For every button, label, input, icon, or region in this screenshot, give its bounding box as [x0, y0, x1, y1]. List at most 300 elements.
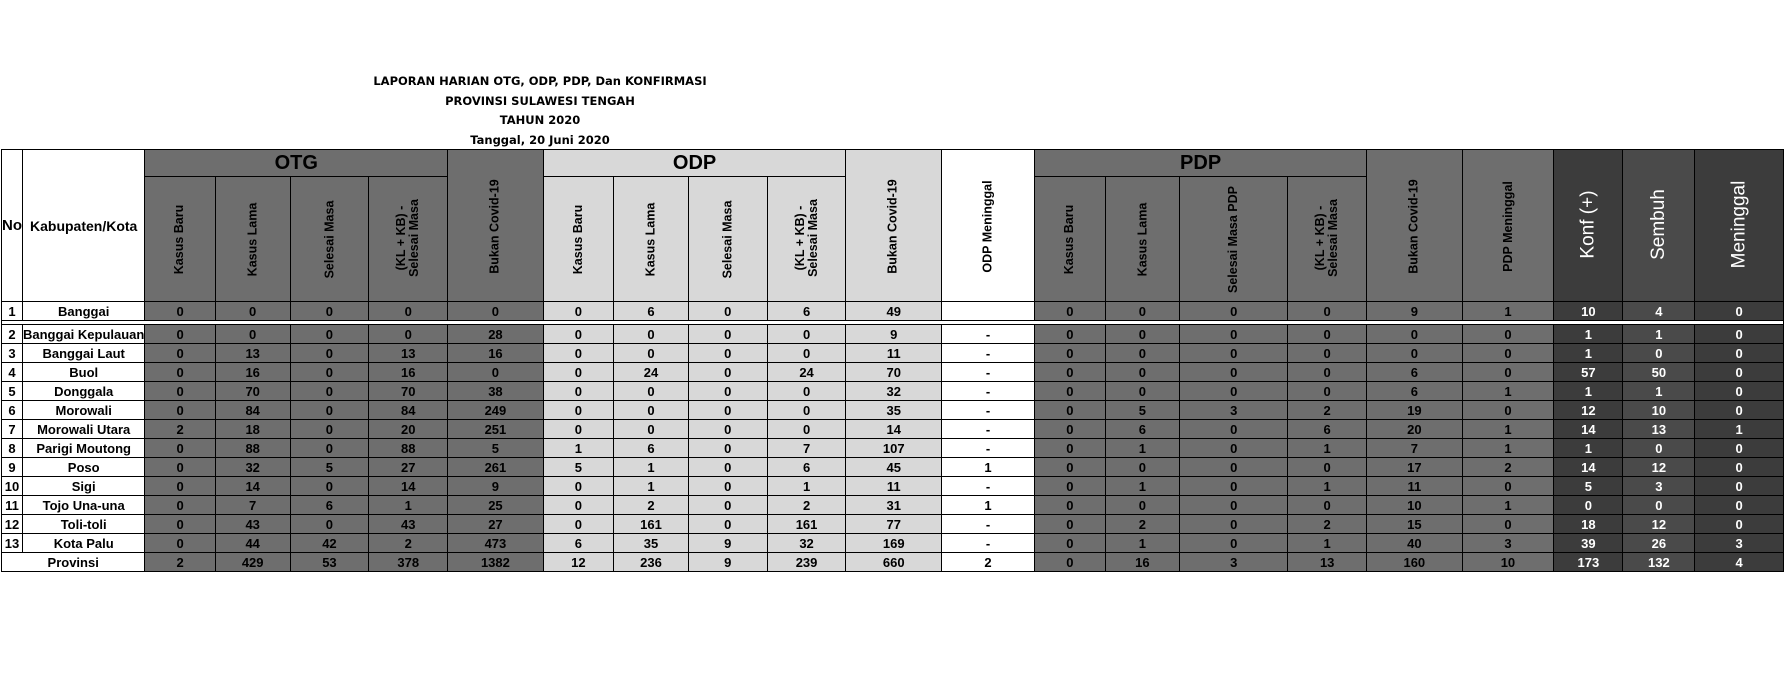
cell-pdp-bukan-covid: 15: [1367, 515, 1462, 534]
cell-odp-bukan-covid: 107: [846, 439, 941, 458]
row-kabupaten: Banggai Laut: [23, 344, 145, 363]
cell-pdp-bukan-covid: 11: [1367, 477, 1462, 496]
cell-pdp-bukan-covid: 0: [1367, 325, 1462, 344]
row-kabupaten: Morowali: [23, 401, 145, 420]
report-title: LAPORAN HARIAN OTG, ODP, PDP, Dan KONFIRMASI: [373, 74, 707, 88]
cell-odp-meninggal: -: [941, 344, 1034, 363]
report-year: TAHUN 2020: [499, 113, 581, 127]
cell-otg-kasus-lama: 0: [215, 325, 290, 344]
cell-pdp-meninggal: 1: [1462, 420, 1554, 439]
table-row: [2, 439, 1784, 458]
cell-odp-selesai-masa: 0: [688, 325, 767, 344]
cell-odp-klkb: 1: [767, 477, 846, 496]
cell-odp-selesai-masa: 0: [688, 515, 767, 534]
cell-meninggal: 0: [1695, 302, 1784, 321]
cell-odp-selesai-masa: 0: [688, 439, 767, 458]
cell-odp-kasus-lama: 35: [614, 534, 689, 553]
header-pdp-meninggal: PDP Meninggal: [1462, 150, 1554, 302]
cell-otg-klkb: 70: [369, 382, 448, 401]
cell-odp-bukan-covid: 31: [846, 496, 941, 515]
cell-otg-selesai-masa: 0: [290, 325, 369, 344]
cell-otg-kasus-baru: 0: [145, 515, 215, 534]
cell-odp-kasus-baru: 0: [543, 401, 613, 420]
cell-sembuh: 3: [1623, 477, 1695, 496]
row-number: 12: [2, 515, 23, 534]
cell-otg-bukan-covid: 0: [448, 363, 543, 382]
cell-odp-kasus-lama: 24: [614, 363, 689, 382]
row-kabupaten: Kota Palu: [23, 534, 145, 553]
cell-odp-klkb: 0: [767, 344, 846, 363]
cell-otg-kasus-baru: 0: [145, 439, 215, 458]
cell-otg-bukan-covid: 28: [448, 325, 543, 344]
cell-odp-kasus-baru: 6: [543, 534, 613, 553]
cell-otg-selesai-masa: 5: [290, 458, 369, 477]
cell-meninggal: 0: [1695, 363, 1784, 382]
cell-odp-klkb: 0: [767, 401, 846, 420]
cell-otg-kasus-lama: 32: [215, 458, 290, 477]
cell-otg-bukan-covid: 5: [448, 439, 543, 458]
cell-odp-klkb: 2: [767, 496, 846, 515]
row-number: 11: [2, 496, 23, 515]
cell-pdp-kasus-baru: 0: [1035, 515, 1105, 534]
cell-odp-kasus-lama: 161: [614, 515, 689, 534]
cell-otg-klkb: 1: [369, 496, 448, 515]
cell-konf: 12: [1554, 401, 1623, 420]
cell-otg-kasus-lama: 13: [215, 344, 290, 363]
header-odp-kasus-lama: Kasus Lama: [614, 177, 689, 302]
cell-pdp-bukan-covid: 20: [1367, 420, 1462, 439]
cell-konf: 57: [1554, 363, 1623, 382]
row-number: 3: [2, 344, 23, 363]
cell-otg-selesai-masa: 0: [290, 420, 369, 439]
cell-odp-selesai-masa: 0: [688, 458, 767, 477]
cell-odp-klkb: 6: [767, 458, 846, 477]
cell-odp-meninggal: -: [941, 401, 1034, 420]
cell-pdp-selesai-masa: 0: [1180, 496, 1288, 515]
total-odp-selesai-masa: 9: [688, 553, 767, 572]
cell-meninggal: 0: [1695, 458, 1784, 477]
row-number: 7: [2, 420, 23, 439]
cell-odp-klkb: 0: [767, 382, 846, 401]
header-odp-klkb: (KL + KB) - Selesai Masa: [767, 177, 846, 302]
header-sembuh: Sembuh: [1623, 150, 1695, 302]
header-odp-meninggal: ODP Meninggal: [941, 150, 1034, 302]
cell-odp-bukan-covid: 169: [846, 534, 941, 553]
cell-pdp-klkb: 6: [1288, 420, 1367, 439]
cell-pdp-kasus-lama: 0: [1105, 382, 1180, 401]
table-row: [2, 363, 1784, 382]
cell-pdp-kasus-lama: 5: [1105, 401, 1180, 420]
cell-konf: 0: [1554, 496, 1623, 515]
total-pdp-bukan-covid: 160: [1367, 553, 1462, 572]
total-odp-kasus-baru: 12: [543, 553, 613, 572]
cell-otg-klkb: 43: [369, 515, 448, 534]
cell-odp-selesai-masa: 9: [688, 534, 767, 553]
cell-odp-meninggal: -: [941, 477, 1034, 496]
cell-odp-meninggal: -: [941, 439, 1034, 458]
header-odp-bukan-covid: Bukan Covid-19: [846, 150, 941, 302]
cell-otg-bukan-covid: 261: [448, 458, 543, 477]
total-odp-bukan-covid: 660: [846, 553, 941, 572]
cell-pdp-selesai-masa: 0: [1180, 458, 1288, 477]
cell-sembuh: 10: [1623, 401, 1695, 420]
row-kabupaten: Tojo Una-una: [23, 496, 145, 515]
cell-konf: 18: [1554, 515, 1623, 534]
total-pdp-klkb: 13: [1288, 553, 1367, 572]
cell-pdp-selesai-masa: 0: [1180, 302, 1288, 321]
table-row: [2, 458, 1784, 477]
cell-pdp-meninggal: 3: [1462, 534, 1554, 553]
cell-sembuh: 13: [1623, 420, 1695, 439]
cell-pdp-meninggal: 0: [1462, 515, 1554, 534]
cell-otg-kasus-baru: 0: [145, 302, 215, 321]
cell-otg-selesai-masa: 0: [290, 302, 369, 321]
cell-odp-bukan-covid: 9: [846, 325, 941, 344]
cell-sembuh: 1: [1623, 325, 1695, 344]
cell-pdp-kasus-baru: 0: [1035, 458, 1105, 477]
cell-odp-kasus-baru: 0: [543, 344, 613, 363]
cell-otg-selesai-masa: 0: [290, 515, 369, 534]
total-pdp-kasus-lama: 16: [1105, 553, 1180, 572]
cell-odp-selesai-masa: 0: [688, 420, 767, 439]
cell-pdp-meninggal: 1: [1462, 382, 1554, 401]
row-kabupaten: Banggai: [23, 302, 145, 321]
cell-otg-bukan-covid: 27: [448, 515, 543, 534]
cell-otg-bukan-covid: 38: [448, 382, 543, 401]
cell-otg-bukan-covid: 25: [448, 496, 543, 515]
cell-pdp-kasus-lama: 1: [1105, 439, 1180, 458]
cell-otg-klkb: 20: [369, 420, 448, 439]
header-pdp-selesai-masa: Selesai Masa PDP: [1180, 177, 1288, 302]
cell-pdp-kasus-lama: 1: [1105, 534, 1180, 553]
cell-konf: 1: [1554, 439, 1623, 458]
row-kabupaten: Poso: [23, 458, 145, 477]
cell-odp-selesai-masa: 0: [688, 302, 767, 321]
cell-sembuh: 0: [1623, 344, 1695, 363]
cell-pdp-bukan-covid: 9: [1367, 302, 1462, 321]
cell-odp-meninggal: -: [941, 515, 1034, 534]
cell-sembuh: 0: [1623, 439, 1695, 458]
cell-pdp-kasus-baru: 0: [1035, 477, 1105, 496]
cell-odp-meninggal: -: [941, 325, 1034, 344]
header-pdp-klkb: (KL + KB) - Selesai Masa: [1288, 177, 1367, 302]
header-otg-kasus-lama: Kasus Lama: [215, 177, 290, 302]
cell-odp-kasus-baru: 0: [543, 382, 613, 401]
table-row: [2, 515, 1784, 534]
cell-otg-kasus-baru: 0: [145, 382, 215, 401]
cell-pdp-kasus-baru: 0: [1035, 302, 1105, 321]
cell-otg-klkb: 84: [369, 401, 448, 420]
cell-pdp-kasus-lama: 6: [1105, 420, 1180, 439]
cell-otg-bukan-covid: 16: [448, 344, 543, 363]
row-kabupaten: Toli-toli: [23, 515, 145, 534]
cell-odp-kasus-baru: 0: [543, 302, 613, 321]
cell-odp-kasus-lama: 6: [614, 302, 689, 321]
cell-pdp-kasus-baru: 0: [1035, 325, 1105, 344]
cell-pdp-selesai-masa: 0: [1180, 439, 1288, 458]
cell-konf: 14: [1554, 458, 1623, 477]
cell-odp-kasus-baru: 0: [543, 325, 613, 344]
cell-pdp-selesai-masa: 0: [1180, 420, 1288, 439]
cell-odp-klkb: 24: [767, 363, 846, 382]
cell-odp-bukan-covid: 49: [846, 302, 941, 321]
cell-pdp-meninggal: 1: [1462, 302, 1554, 321]
cell-pdp-selesai-masa: 0: [1180, 325, 1288, 344]
cell-odp-meninggal: [941, 302, 1034, 321]
cell-pdp-bukan-covid: 0: [1367, 344, 1462, 363]
cell-otg-kasus-lama: 0: [215, 302, 290, 321]
table-row: [2, 344, 1784, 363]
cell-otg-kasus-lama: 43: [215, 515, 290, 534]
cell-odp-selesai-masa: 0: [688, 363, 767, 382]
cell-otg-klkb: 27: [369, 458, 448, 477]
cell-odp-meninggal: -: [941, 363, 1034, 382]
total-pdp-selesai-masa: 3: [1180, 553, 1288, 572]
cell-otg-kasus-baru: 0: [145, 363, 215, 382]
header-pdp: PDP: [1035, 150, 1367, 177]
cell-otg-bukan-covid: 473: [448, 534, 543, 553]
cell-odp-kasus-lama: 0: [614, 420, 689, 439]
header-otg-kasus-baru: Kasus Baru: [145, 177, 215, 302]
cell-sembuh: 0: [1623, 496, 1695, 515]
cell-konf: 10: [1554, 302, 1623, 321]
row-number: 5: [2, 382, 23, 401]
cell-odp-selesai-masa: 0: [688, 496, 767, 515]
cell-odp-meninggal: -: [941, 420, 1034, 439]
total-otg-selesai-masa: 53: [290, 553, 369, 572]
cell-pdp-meninggal: 0: [1462, 477, 1554, 496]
header-otg-bukan-covid: Bukan Covid-19: [448, 150, 543, 302]
cell-pdp-klkb: 0: [1288, 344, 1367, 363]
cell-odp-kasus-baru: 5: [543, 458, 613, 477]
cell-otg-klkb: 14: [369, 477, 448, 496]
cell-otg-selesai-masa: 42: [290, 534, 369, 553]
cell-otg-klkb: 88: [369, 439, 448, 458]
header-konf: Konf (+): [1554, 150, 1623, 302]
table-row: [2, 401, 1784, 420]
cell-pdp-bukan-covid: 40: [1367, 534, 1462, 553]
cell-konf: 1: [1554, 382, 1623, 401]
cell-odp-kasus-lama: 0: [614, 344, 689, 363]
cell-pdp-meninggal: 0: [1462, 401, 1554, 420]
cell-odp-kasus-baru: 0: [543, 363, 613, 382]
cell-pdp-klkb: 0: [1288, 325, 1367, 344]
cell-pdp-kasus-baru: 0: [1035, 439, 1105, 458]
cell-odp-selesai-masa: 0: [688, 401, 767, 420]
cell-otg-kasus-baru: 0: [145, 325, 215, 344]
total-sembuh: 132: [1623, 553, 1695, 572]
cell-odp-kasus-baru: 0: [543, 515, 613, 534]
cell-odp-klkb: 6: [767, 302, 846, 321]
cell-odp-kasus-lama: 0: [614, 382, 689, 401]
cell-pdp-kasus-baru: 0: [1035, 344, 1105, 363]
cell-pdp-klkb: 0: [1288, 496, 1367, 515]
cell-otg-kasus-baru: 0: [145, 458, 215, 477]
cell-odp-kasus-baru: 1: [543, 439, 613, 458]
cell-odp-kasus-lama: 1: [614, 477, 689, 496]
header-odp-kasus-baru: Kasus Baru: [543, 177, 613, 302]
cell-odp-meninggal: -: [941, 534, 1034, 553]
cell-otg-klkb: 13: [369, 344, 448, 363]
cell-pdp-kasus-baru: 0: [1035, 534, 1105, 553]
row-kabupaten: Sigi: [23, 477, 145, 496]
row-number: 4: [2, 363, 23, 382]
cell-otg-selesai-masa: 6: [290, 496, 369, 515]
cell-meninggal: 0: [1695, 477, 1784, 496]
cell-meninggal: 0: [1695, 325, 1784, 344]
cell-pdp-meninggal: 0: [1462, 344, 1554, 363]
total-pdp-kasus-baru: 0: [1035, 553, 1105, 572]
cell-odp-kasus-baru: 0: [543, 496, 613, 515]
table-row: [2, 420, 1784, 439]
cell-sembuh: 12: [1623, 458, 1695, 477]
cell-otg-selesai-masa: 0: [290, 382, 369, 401]
cell-otg-klkb: 0: [369, 302, 448, 321]
total-otg-kasus-baru: 2: [145, 553, 215, 572]
cell-otg-selesai-masa: 0: [290, 344, 369, 363]
cell-odp-bukan-covid: 77: [846, 515, 941, 534]
cell-odp-bukan-covid: 11: [846, 344, 941, 363]
cell-otg-kasus-baru: 0: [145, 496, 215, 515]
cell-pdp-kasus-lama: 0: [1105, 344, 1180, 363]
cell-otg-kasus-baru: 0: [145, 401, 215, 420]
total-otg-kasus-lama: 429: [215, 553, 290, 572]
cell-pdp-bukan-covid: 17: [1367, 458, 1462, 477]
report-table: [1, 149, 1784, 572]
cell-otg-selesai-masa: 0: [290, 477, 369, 496]
cell-konf: 1: [1554, 325, 1623, 344]
header-pdp-kasus-baru: Kasus Baru: [1035, 177, 1105, 302]
cell-odp-bukan-covid: 45: [846, 458, 941, 477]
cell-pdp-klkb: 2: [1288, 515, 1367, 534]
cell-pdp-kasus-baru: 0: [1035, 401, 1105, 420]
cell-pdp-bukan-covid: 19: [1367, 401, 1462, 420]
cell-konf: 14: [1554, 420, 1623, 439]
cell-pdp-selesai-masa: 0: [1180, 477, 1288, 496]
cell-pdp-meninggal: 1: [1462, 496, 1554, 515]
cell-otg-kasus-baru: 0: [145, 534, 215, 553]
cell-pdp-klkb: 1: [1288, 477, 1367, 496]
cell-odp-meninggal: 1: [941, 496, 1034, 515]
cell-odp-meninggal: -: [941, 382, 1034, 401]
total-odp-kasus-lama: 236: [614, 553, 689, 572]
cell-meninggal: 0: [1695, 439, 1784, 458]
cell-sembuh: 4: [1623, 302, 1695, 321]
cell-odp-bukan-covid: 35: [846, 401, 941, 420]
header-otg-selesai-masa: Selesai Masa: [290, 177, 369, 302]
cell-pdp-meninggal: 2: [1462, 458, 1554, 477]
cell-odp-kasus-baru: 0: [543, 477, 613, 496]
cell-odp-klkb: 0: [767, 420, 846, 439]
row-kabupaten: Buol: [23, 363, 145, 382]
cell-pdp-kasus-lama: 0: [1105, 363, 1180, 382]
report-table-body: [2, 302, 1784, 572]
report-title-block: [0, 72, 1080, 150]
table-row: [2, 496, 1784, 515]
cell-pdp-kasus-lama: 2: [1105, 515, 1180, 534]
cell-odp-klkb: 32: [767, 534, 846, 553]
cell-odp-klkb: 0: [767, 325, 846, 344]
cell-pdp-kasus-baru: 0: [1035, 382, 1105, 401]
cell-pdp-meninggal: 0: [1462, 363, 1554, 382]
cell-konf: 1: [1554, 344, 1623, 363]
table-row: [2, 382, 1784, 401]
cell-odp-klkb: 7: [767, 439, 846, 458]
total-odp-meninggal: 2: [941, 553, 1034, 572]
total-odp-klkb: 239: [767, 553, 846, 572]
cell-otg-bukan-covid: 9: [448, 477, 543, 496]
cell-pdp-bukan-covid: 10: [1367, 496, 1462, 515]
row-kabupaten: Morowali Utara: [23, 420, 145, 439]
cell-odp-kasus-baru: 0: [543, 420, 613, 439]
cell-pdp-selesai-masa: 0: [1180, 344, 1288, 363]
total-otg-bukan-covid: 1382: [448, 553, 543, 572]
cell-pdp-bukan-covid: 6: [1367, 363, 1462, 382]
total-label: Provinsi: [2, 553, 145, 572]
cell-otg-kasus-lama: 84: [215, 401, 290, 420]
cell-odp-kasus-lama: 1: [614, 458, 689, 477]
cell-odp-meninggal: 1: [941, 458, 1034, 477]
cell-odp-bukan-covid: 14: [846, 420, 941, 439]
cell-otg-selesai-masa: 0: [290, 439, 369, 458]
cell-pdp-klkb: 0: [1288, 382, 1367, 401]
cell-otg-selesai-masa: 0: [290, 401, 369, 420]
cell-meninggal: 0: [1695, 382, 1784, 401]
table-row: [2, 477, 1784, 496]
cell-otg-selesai-masa: 0: [290, 363, 369, 382]
cell-otg-kasus-baru: 2: [145, 420, 215, 439]
row-number: 9: [2, 458, 23, 477]
cell-otg-bukan-covid: 251: [448, 420, 543, 439]
cell-sembuh: 1: [1623, 382, 1695, 401]
cell-otg-kasus-lama: 18: [215, 420, 290, 439]
cell-pdp-bukan-covid: 6: [1367, 382, 1462, 401]
header-kabupaten: Kabupaten/Kota: [23, 150, 145, 302]
cell-otg-kasus-baru: 0: [145, 344, 215, 363]
cell-pdp-klkb: 1: [1288, 439, 1367, 458]
cell-pdp-meninggal: 1: [1462, 439, 1554, 458]
cell-pdp-klkb: 2: [1288, 401, 1367, 420]
cell-sembuh: 50: [1623, 363, 1695, 382]
cell-odp-selesai-masa: 0: [688, 382, 767, 401]
table-row: [2, 325, 1784, 344]
total-row: [2, 553, 1784, 572]
cell-meninggal: 1: [1695, 420, 1784, 439]
report-date: Tanggal, 20 Juni 2020: [470, 132, 610, 147]
cell-pdp-kasus-baru: 0: [1035, 496, 1105, 515]
cell-pdp-klkb: 0: [1288, 302, 1367, 321]
cell-pdp-kasus-lama: 1: [1105, 477, 1180, 496]
row-number: 10: [2, 477, 23, 496]
cell-pdp-selesai-masa: 0: [1180, 382, 1288, 401]
row-kabupaten: Parigi Moutong: [23, 439, 145, 458]
row-number: 13: [2, 534, 23, 553]
cell-otg-kasus-lama: 14: [215, 477, 290, 496]
row-number: 1: [2, 302, 23, 321]
row-kabupaten: Donggala: [23, 382, 145, 401]
table-row: [2, 302, 1784, 321]
cell-odp-bukan-covid: 11: [846, 477, 941, 496]
cell-konf: 39: [1554, 534, 1623, 553]
row-kabupaten: Banggai Kepulauan: [23, 326, 145, 342]
cell-otg-klkb: 16: [369, 363, 448, 382]
cell-odp-kasus-lama: 6: [614, 439, 689, 458]
cell-otg-bukan-covid: 249: [448, 401, 543, 420]
cell-pdp-klkb: 0: [1288, 363, 1367, 382]
table-row: [2, 534, 1784, 553]
header-odp-selesai-masa: Selesai Masa: [688, 177, 767, 302]
cell-otg-kasus-lama: 7: [215, 496, 290, 515]
